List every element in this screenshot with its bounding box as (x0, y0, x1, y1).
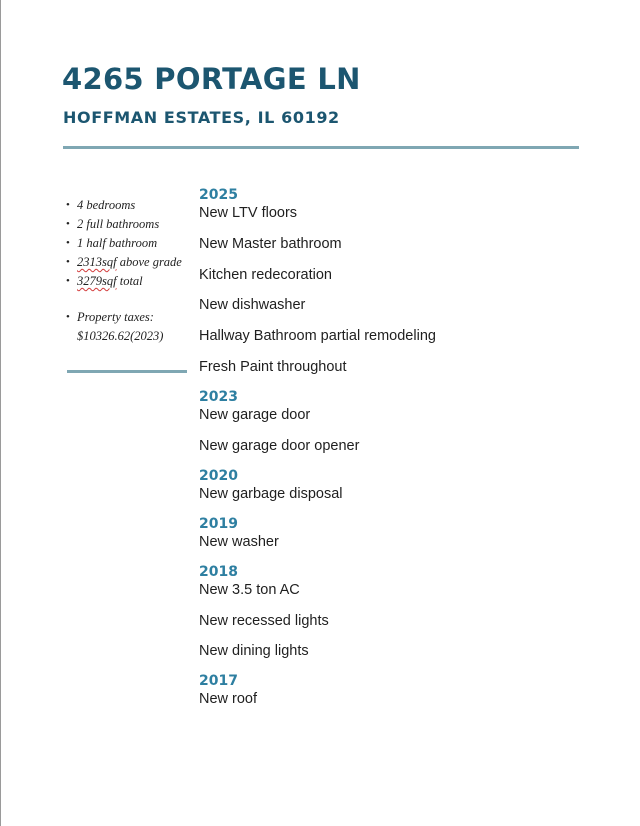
property-taxes-label: • Property taxes: (77, 310, 154, 324)
year-heading: 2025 (199, 187, 238, 203)
page-edge (0, 0, 1, 826)
list-item: New LTV floors (199, 205, 298, 221)
list-item: New dining lights (199, 643, 309, 660)
list-item: New Master bathroom (199, 235, 342, 252)
property-facts-list (66, 196, 182, 291)
above-grade-sqf-label: above grade (116, 255, 182, 269)
property-taxes-value: $10326.62(2023) (77, 329, 164, 343)
list-item: New dishwasher (199, 297, 306, 314)
fact-half-bathroom: • 1 half bathroom (66, 234, 182, 253)
property-city-subtitle: HOFFMAN ESTATES, IL 60192 (63, 108, 340, 127)
above-grade-sqf-value: 2313sqf (77, 255, 117, 269)
list-item: New garage door (199, 406, 311, 423)
year-heading: 2020 (199, 467, 238, 484)
list-item: New 3.5 ton AC (199, 581, 300, 598)
total-sqf-value: 3279sqf (77, 274, 117, 288)
year-heading: 2023 (199, 388, 238, 405)
fact-bedrooms: • 4 bedrooms (66, 196, 182, 215)
year-heading: 2019 (199, 515, 238, 532)
fact-total-area (66, 272, 182, 291)
list-item: New garbage disposal (199, 485, 343, 502)
header-divider (63, 146, 579, 149)
list-item: Kitchen redecoration (199, 266, 332, 283)
total-sqf-label: total (116, 274, 143, 288)
sidebar-divider (67, 370, 187, 373)
year-heading: 2017 (199, 673, 238, 690)
fact-above-grade-area (66, 253, 182, 272)
list-item: Fresh Paint throughout (199, 358, 347, 375)
property-taxes (66, 308, 163, 346)
list-item: New roof (199, 691, 258, 708)
property-address-title: 4265 PORTAGE LN (62, 62, 361, 96)
list-item: Hallway Bathroom partial remodeling (199, 328, 436, 345)
year-heading: 2018 (199, 563, 238, 580)
fact-full-bathrooms: • 2 full bathrooms (66, 215, 182, 234)
list-item: New recessed lights (199, 612, 329, 629)
list-item: New washer (199, 533, 279, 550)
list-item: New garage door opener (199, 437, 360, 454)
improvements-timeline (199, 186, 599, 708)
